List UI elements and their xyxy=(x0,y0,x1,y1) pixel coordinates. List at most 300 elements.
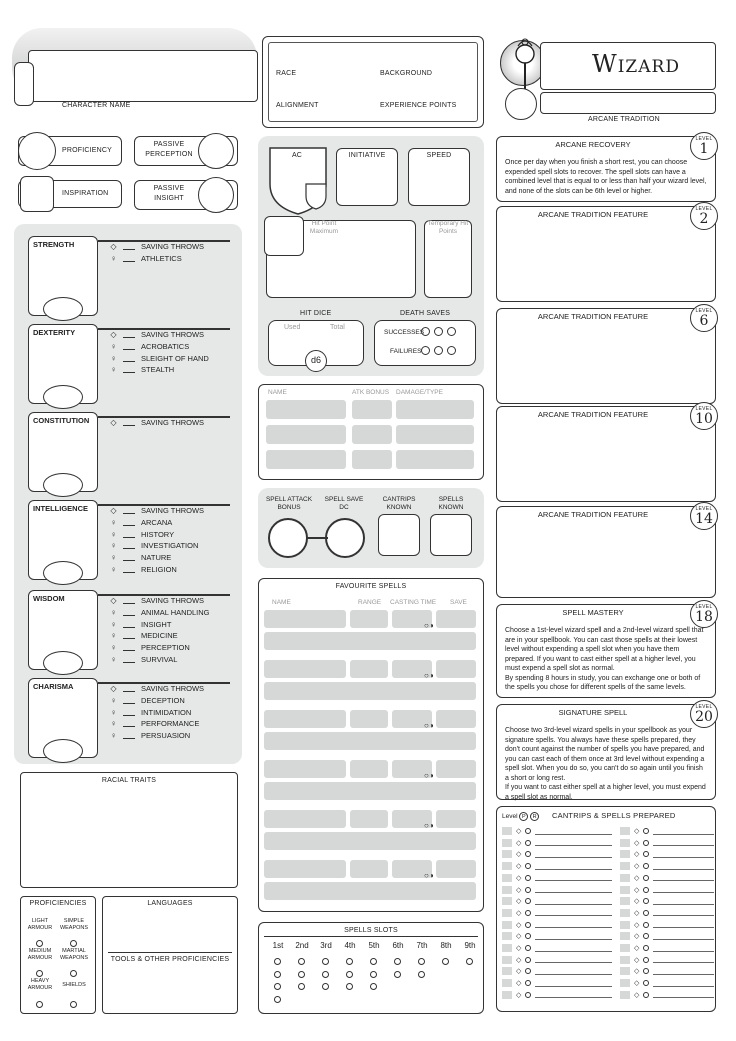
prepared-level-cell[interactable] xyxy=(620,850,630,858)
background-field[interactable] xyxy=(378,60,474,69)
skill-proficiency-icon[interactable]: ♀ xyxy=(110,565,117,574)
prepared-spell-name-field[interactable] xyxy=(653,991,714,998)
spell-slot-checkbox[interactable] xyxy=(322,971,329,978)
attack-cell[interactable] xyxy=(266,450,346,469)
spell-slot-checkbox[interactable] xyxy=(466,958,473,965)
prepared-spell-name-field[interactable] xyxy=(535,886,612,893)
skill-row[interactable] xyxy=(108,552,171,563)
prepared-diamond-icon[interactable]: ◇ xyxy=(634,863,640,871)
skill-proficiency-icon[interactable]: ♀ xyxy=(110,353,117,363)
attack-cell[interactable] xyxy=(352,400,392,419)
prepared-spell-name-field[interactable] xyxy=(653,828,714,835)
prepared-spell-name-field[interactable] xyxy=(535,839,612,846)
favourite-spell-cell[interactable] xyxy=(350,760,388,778)
skill-row[interactable] xyxy=(108,517,172,528)
prepared-level-cell[interactable] xyxy=(620,944,630,952)
class-feature-box[interactable] xyxy=(496,406,716,502)
concentration-ritual-icon[interactable]: ○◑ xyxy=(424,821,434,830)
prepared-level-cell[interactable] xyxy=(620,827,630,835)
ability-score-box[interactable] xyxy=(28,412,98,492)
prepared-spell-name-field[interactable] xyxy=(535,898,612,905)
spell-slot-checkbox[interactable] xyxy=(442,958,449,965)
attack-cell[interactable] xyxy=(396,400,474,419)
prepared-spell-row[interactable] xyxy=(620,920,714,930)
prepared-level-cell[interactable] xyxy=(620,967,630,975)
skill-bonus-field[interactable] xyxy=(123,255,135,262)
prepared-spell-name-field[interactable] xyxy=(653,980,714,987)
prepared-spell-name-field[interactable] xyxy=(535,968,612,975)
skill-bonus-field[interactable] xyxy=(123,609,135,616)
prepared-circle-checkbox[interactable] xyxy=(643,887,649,893)
saving-throw-row[interactable] xyxy=(108,417,204,428)
prepared-spell-name-field[interactable] xyxy=(653,886,714,893)
skill-row[interactable] xyxy=(108,654,177,665)
prepared-circle-checkbox[interactable] xyxy=(643,828,649,834)
prepared-spell-row[interactable] xyxy=(502,943,612,953)
saving-throw-diamond-icon[interactable]: ◇ xyxy=(110,596,117,605)
shields-checkbox[interactable] xyxy=(70,995,77,1013)
prepared-level-cell[interactable] xyxy=(620,921,630,929)
prepared-level-cell[interactable] xyxy=(502,839,512,847)
prepared-spell-row[interactable] xyxy=(620,873,714,883)
favourite-spell-cell[interactable] xyxy=(436,760,476,778)
prepared-spell-name-field[interactable] xyxy=(535,828,612,835)
skill-proficiency-icon[interactable]: ♀ xyxy=(110,517,117,527)
skill-bonus-field[interactable] xyxy=(123,519,135,526)
prepared-diamond-icon[interactable]: ◇ xyxy=(516,909,522,917)
prepared-spell-name-field[interactable] xyxy=(535,863,612,870)
skill-bonus-field[interactable] xyxy=(123,366,135,373)
prepared-spell-name-field[interactable] xyxy=(653,909,714,916)
spell-slot-checkbox[interactable] xyxy=(274,958,281,965)
skill-row[interactable] xyxy=(108,730,190,741)
favourite-spell-cell[interactable] xyxy=(264,810,346,828)
skill-row[interactable] xyxy=(108,353,209,364)
prepared-diamond-icon[interactable]: ◇ xyxy=(634,886,640,894)
prepared-spell-name-field[interactable] xyxy=(653,921,714,928)
spell-slot-checkbox[interactable] xyxy=(274,971,281,978)
skill-proficiency-icon[interactable]: ♀ xyxy=(110,365,117,375)
prepared-spell-row[interactable] xyxy=(502,873,612,883)
skill-proficiency-icon[interactable]: ♀ xyxy=(110,341,117,351)
skill-row[interactable] xyxy=(108,695,185,706)
race-field[interactable] xyxy=(274,60,374,69)
favourite-spell-cell[interactable] xyxy=(436,610,476,628)
class-feature-box[interactable] xyxy=(496,308,716,404)
concentration-ritual-icon[interactable]: ○◑ xyxy=(424,871,434,880)
prepared-circle-checkbox[interactable] xyxy=(643,945,649,951)
saving-throw-row[interactable] xyxy=(108,683,204,694)
proficiency-circle[interactable] xyxy=(18,132,56,170)
concentration-ritual-icon[interactable]: ○◑ xyxy=(424,721,434,730)
prepared-diamond-icon[interactable]: ◇ xyxy=(516,968,522,976)
prepared-circle-checkbox[interactable] xyxy=(525,898,531,904)
skill-proficiency-icon[interactable]: ♀ xyxy=(110,731,117,741)
heavy-armour-checkbox[interactable] xyxy=(36,995,43,1013)
ability-score-box[interactable] xyxy=(28,590,98,670)
hp-current-square[interactable] xyxy=(264,216,304,256)
prepared-spell-name-field[interactable] xyxy=(535,980,612,987)
prepared-level-cell[interactable] xyxy=(502,956,512,964)
prepared-level-cell[interactable] xyxy=(502,967,512,975)
prepared-spell-row[interactable] xyxy=(502,849,612,859)
prepared-diamond-icon[interactable]: ◇ xyxy=(634,991,640,999)
spells-known-box[interactable] xyxy=(430,514,472,556)
attack-cell[interactable] xyxy=(266,400,346,419)
skill-bonus-field[interactable] xyxy=(123,243,135,250)
favourite-spell-description[interactable] xyxy=(264,682,476,700)
spell-attack-circle[interactable] xyxy=(268,518,308,558)
prepared-diamond-icon[interactable]: ◇ xyxy=(516,956,522,964)
prepared-diamond-icon[interactable]: ◇ xyxy=(516,980,522,988)
skill-row[interactable] xyxy=(108,718,199,729)
arcane-tradition-field[interactable] xyxy=(540,92,716,114)
prepared-spell-name-field[interactable] xyxy=(535,956,612,963)
skill-bonus-field[interactable] xyxy=(123,632,135,639)
prepared-spell-name-field[interactable] xyxy=(535,991,612,998)
prepared-circle-checkbox[interactable] xyxy=(643,922,649,928)
spell-slot-checkbox[interactable] xyxy=(418,971,425,978)
prepared-spell-name-field[interactable] xyxy=(653,874,714,881)
prepared-spell-row[interactable] xyxy=(620,955,714,965)
prepared-spell-row[interactable] xyxy=(502,838,612,848)
skill-bonus-field[interactable] xyxy=(123,732,135,739)
favourite-spell-cell[interactable] xyxy=(264,610,346,628)
prepared-circle-checkbox[interactable] xyxy=(525,945,531,951)
favourite-spell-description[interactable] xyxy=(264,882,476,900)
prepared-level-cell[interactable] xyxy=(502,850,512,858)
prepared-diamond-icon[interactable]: ◇ xyxy=(634,933,640,941)
prepared-spell-row[interactable] xyxy=(502,990,612,1000)
languages-box[interactable] xyxy=(102,896,238,1014)
character-name-scroll[interactable] xyxy=(28,50,258,102)
attack-cell[interactable] xyxy=(396,450,474,469)
favourite-spell-cell[interactable] xyxy=(436,860,476,878)
prepared-level-cell[interactable] xyxy=(502,909,512,917)
prepared-circle-checkbox[interactable] xyxy=(525,980,531,986)
prepared-level-cell[interactable] xyxy=(502,991,512,999)
favourite-spell-cell[interactable] xyxy=(436,710,476,728)
prepared-diamond-icon[interactable]: ◇ xyxy=(516,991,522,999)
skill-bonus-field[interactable] xyxy=(123,697,135,704)
skill-row[interactable] xyxy=(108,253,182,264)
prepared-circle-checkbox[interactable] xyxy=(525,887,531,893)
prepared-spell-row[interactable] xyxy=(620,990,714,1000)
skill-bonus-field[interactable] xyxy=(123,343,135,350)
skill-row[interactable] xyxy=(108,642,190,653)
skill-bonus-field[interactable] xyxy=(123,656,135,663)
spell-slot-checkbox[interactable] xyxy=(298,983,305,990)
spell-slot-checkbox[interactable] xyxy=(274,983,281,990)
skill-proficiency-icon[interactable]: ♀ xyxy=(110,541,117,551)
prepared-level-cell[interactable] xyxy=(502,979,512,987)
prepared-circle-checkbox[interactable] xyxy=(525,922,531,928)
spell-slot-checkbox[interactable] xyxy=(394,958,401,965)
spell-slot-checkbox[interactable] xyxy=(298,971,305,978)
prepared-spell-row[interactable] xyxy=(620,885,714,895)
spell-slot-checkbox[interactable] xyxy=(418,958,425,965)
attack-cell[interactable] xyxy=(352,450,392,469)
ability-modifier-oval[interactable] xyxy=(43,297,83,321)
prepared-spell-row[interactable] xyxy=(502,920,612,930)
prepared-diamond-icon[interactable]: ◇ xyxy=(516,874,522,882)
ability-modifier-oval[interactable] xyxy=(43,651,83,675)
prepared-level-cell[interactable] xyxy=(502,897,512,905)
skill-row[interactable] xyxy=(108,630,178,641)
spell-slot-checkbox[interactable] xyxy=(370,971,377,978)
prepared-diamond-icon[interactable]: ◇ xyxy=(634,828,640,835)
skill-proficiency-icon[interactable]: ♀ xyxy=(110,695,117,705)
favourite-spell-description[interactable] xyxy=(264,782,476,800)
class-feature-box[interactable] xyxy=(496,206,716,302)
favourite-spell-cell[interactable] xyxy=(436,660,476,678)
prepared-level-cell[interactable] xyxy=(620,979,630,987)
spell-slot-checkbox[interactable] xyxy=(370,983,377,990)
prepared-spell-name-field[interactable] xyxy=(653,851,714,858)
skill-bonus-field[interactable] xyxy=(123,720,135,727)
favourite-spell-description[interactable] xyxy=(264,632,476,650)
prepared-circle-checkbox[interactable] xyxy=(525,992,531,998)
prepared-level-cell[interactable] xyxy=(620,932,630,940)
prepared-circle-checkbox[interactable] xyxy=(643,863,649,869)
prepared-level-cell[interactable] xyxy=(620,956,630,964)
prepared-diamond-icon[interactable]: ◇ xyxy=(634,898,640,906)
spell-slot-checkbox[interactable] xyxy=(322,958,329,965)
prepared-spell-row[interactable] xyxy=(620,826,714,836)
skill-bonus-field[interactable] xyxy=(123,507,135,514)
ability-score-box[interactable] xyxy=(28,324,98,404)
spell-slot-checkbox[interactable] xyxy=(346,983,353,990)
prepared-spell-row[interactable] xyxy=(502,908,612,918)
prepared-diamond-icon[interactable]: ◇ xyxy=(634,945,640,952)
skill-bonus-field[interactable] xyxy=(123,597,135,604)
prepared-diamond-icon[interactable]: ◇ xyxy=(516,863,522,871)
saving-throw-diamond-icon[interactable]: ◇ xyxy=(110,330,117,339)
prepared-diamond-icon[interactable]: ◇ xyxy=(634,980,640,988)
prepared-spell-name-field[interactable] xyxy=(653,945,714,952)
saving-throw-row[interactable] xyxy=(108,241,204,252)
ability-modifier-oval[interactable] xyxy=(43,385,83,409)
prepared-spell-name-field[interactable] xyxy=(535,933,612,940)
class-feature-box[interactable] xyxy=(496,506,716,598)
favourite-spell-cell[interactable] xyxy=(264,760,346,778)
prepared-circle-checkbox[interactable] xyxy=(525,851,531,857)
favourite-spell-description[interactable] xyxy=(264,832,476,850)
spell-slot-checkbox[interactable] xyxy=(370,958,377,965)
ability-score-box[interactable] xyxy=(28,236,98,316)
prepared-spell-row[interactable] xyxy=(502,885,612,895)
prepared-spell-name-field[interactable] xyxy=(535,851,612,858)
prepared-diamond-icon[interactable]: ◇ xyxy=(516,851,522,859)
skill-proficiency-icon[interactable]: ♀ xyxy=(110,619,117,629)
attack-cell[interactable] xyxy=(352,425,392,444)
skill-bonus-field[interactable] xyxy=(123,621,135,628)
concentration-ritual-icon[interactable]: ○◑ xyxy=(424,771,434,780)
favourite-spell-cell[interactable] xyxy=(350,610,388,628)
prepared-spell-name-field[interactable] xyxy=(535,874,612,881)
prepared-spell-name-field[interactable] xyxy=(653,863,714,870)
prepared-circle-checkbox[interactable] xyxy=(525,933,531,939)
prepared-circle-checkbox[interactable] xyxy=(643,875,649,881)
skill-proficiency-icon[interactable]: ♀ xyxy=(110,643,117,653)
prepared-level-cell[interactable] xyxy=(502,827,512,835)
prepared-circle-checkbox[interactable] xyxy=(525,840,531,846)
prepared-diamond-icon[interactable]: ◇ xyxy=(634,874,640,882)
skill-bonus-field[interactable] xyxy=(123,542,135,549)
racial-traits-box[interactable] xyxy=(20,772,238,888)
prepared-diamond-icon[interactable]: ◇ xyxy=(634,921,640,929)
saving-throw-row[interactable] xyxy=(108,329,204,340)
alignment-field[interactable] xyxy=(274,90,374,99)
skill-proficiency-icon[interactable]: ♀ xyxy=(110,707,117,717)
prepared-diamond-icon[interactable]: ◇ xyxy=(634,968,640,976)
ability-modifier-oval[interactable] xyxy=(43,473,83,497)
attack-cell[interactable] xyxy=(266,425,346,444)
skill-row[interactable] xyxy=(108,707,191,718)
experience-points-field[interactable] xyxy=(378,90,474,99)
skill-row[interactable] xyxy=(108,529,174,540)
favourite-spell-cell[interactable] xyxy=(264,860,346,878)
prepared-diamond-icon[interactable]: ◇ xyxy=(634,956,640,964)
prepared-spell-row[interactable] xyxy=(502,931,612,941)
prepared-level-cell[interactable] xyxy=(620,839,630,847)
prepared-spell-name-field[interactable] xyxy=(535,921,612,928)
prepared-level-cell[interactable] xyxy=(620,862,630,870)
prepared-circle-checkbox[interactable] xyxy=(643,933,649,939)
prepared-spell-name-field[interactable] xyxy=(535,909,612,916)
prepared-spell-row[interactable] xyxy=(620,849,714,859)
skill-row[interactable] xyxy=(108,619,171,630)
skill-proficiency-icon[interactable]: ♀ xyxy=(110,655,117,664)
prepared-circle-checkbox[interactable] xyxy=(643,957,649,963)
spell-slot-checkbox[interactable] xyxy=(322,983,329,990)
spell-slot-checkbox[interactable] xyxy=(346,958,353,965)
prepared-level-cell[interactable] xyxy=(502,862,512,870)
spell-save-dc-circle[interactable] xyxy=(325,518,365,558)
prepared-circle-checkbox[interactable] xyxy=(525,910,531,916)
prepared-spell-row[interactable] xyxy=(620,861,714,871)
favourite-spell-cell[interactable] xyxy=(350,860,388,878)
ability-modifier-oval[interactable] xyxy=(43,739,83,763)
skill-proficiency-icon[interactable]: ♀ xyxy=(110,719,117,729)
prepared-circle-checkbox[interactable] xyxy=(643,968,649,974)
saving-throw-diamond-icon[interactable]: ◇ xyxy=(110,242,117,251)
prepared-spell-name-field[interactable] xyxy=(653,839,714,846)
prepared-level-cell[interactable] xyxy=(502,921,512,929)
prepared-diamond-icon[interactable]: ◇ xyxy=(634,909,640,917)
prepared-circle-checkbox[interactable] xyxy=(525,875,531,881)
skill-bonus-field[interactable] xyxy=(123,355,135,362)
ability-score-box[interactable] xyxy=(28,678,98,758)
favourite-spell-description[interactable] xyxy=(264,732,476,750)
prepared-diamond-icon[interactable]: ◇ xyxy=(634,839,640,847)
prepared-level-cell[interactable] xyxy=(620,897,630,905)
inspiration-square[interactable] xyxy=(20,176,54,212)
favourite-spell-cell[interactable] xyxy=(350,660,388,678)
ability-score-box[interactable] xyxy=(28,500,98,580)
concentration-ritual-icon[interactable]: ○◑ xyxy=(424,621,434,630)
spell-slot-checkbox[interactable] xyxy=(346,971,353,978)
prepared-diamond-icon[interactable]: ◇ xyxy=(634,851,640,859)
skill-row[interactable] xyxy=(108,607,210,618)
prepared-diamond-icon[interactable]: ◇ xyxy=(516,945,522,952)
favourite-spell-cell[interactable] xyxy=(350,710,388,728)
attack-cell[interactable] xyxy=(396,425,474,444)
skill-proficiency-icon[interactable]: ♀ xyxy=(110,631,117,641)
death-success-checks[interactable] xyxy=(421,327,456,336)
prepared-spell-name-field[interactable] xyxy=(653,933,714,940)
passive-perception-circle[interactable] xyxy=(198,133,234,169)
skill-proficiency-icon[interactable]: ♀ xyxy=(110,607,117,617)
prepared-diamond-icon[interactable]: ◇ xyxy=(516,839,522,847)
saving-throw-row[interactable] xyxy=(108,505,204,516)
skill-row[interactable] xyxy=(108,341,189,352)
prepared-level-cell[interactable] xyxy=(620,886,630,894)
spell-slot-checkbox[interactable] xyxy=(394,971,401,978)
prepared-spell-name-field[interactable] xyxy=(535,945,612,952)
spell-slot-checkbox[interactable] xyxy=(274,996,281,1003)
prepared-circle-checkbox[interactable] xyxy=(643,898,649,904)
skill-bonus-field[interactable] xyxy=(123,709,135,716)
skill-bonus-field[interactable] xyxy=(123,531,135,538)
prepared-diamond-icon[interactable]: ◇ xyxy=(516,828,522,835)
prepared-spell-row[interactable] xyxy=(620,978,714,988)
prepared-spell-row[interactable] xyxy=(620,966,714,976)
prepared-spell-name-field[interactable] xyxy=(653,968,714,975)
skill-proficiency-icon[interactable]: ♀ xyxy=(110,253,117,263)
concentration-ritual-icon[interactable]: ○◑ xyxy=(424,671,434,680)
prepared-spell-row[interactable] xyxy=(502,966,612,976)
prepared-level-cell[interactable] xyxy=(502,944,512,952)
skill-bonus-field[interactable] xyxy=(123,566,135,573)
prepared-circle-checkbox[interactable] xyxy=(643,992,649,998)
saving-throw-diamond-icon[interactable]: ◇ xyxy=(110,684,117,693)
prepared-diamond-icon[interactable]: ◇ xyxy=(516,933,522,941)
prepared-diamond-icon[interactable]: ◇ xyxy=(516,921,522,929)
prepared-circle-checkbox[interactable] xyxy=(525,968,531,974)
passive-insight-circle[interactable] xyxy=(198,177,234,213)
martial-weapons-checkbox[interactable] xyxy=(70,964,77,982)
favourite-spell-cell[interactable] xyxy=(436,810,476,828)
spell-slot-checkbox[interactable] xyxy=(298,958,305,965)
prepared-level-cell[interactable] xyxy=(620,874,630,882)
prepared-circle-checkbox[interactable] xyxy=(643,910,649,916)
skill-row[interactable] xyxy=(108,364,174,375)
prepared-spell-name-field[interactable] xyxy=(653,898,714,905)
skill-bonus-field[interactable] xyxy=(123,554,135,561)
skill-bonus-field[interactable] xyxy=(123,644,135,651)
saving-throw-row[interactable] xyxy=(108,595,204,606)
prepared-level-cell[interactable] xyxy=(620,991,630,999)
skill-bonus-field[interactable] xyxy=(123,685,135,692)
prepared-spell-name-field[interactable] xyxy=(653,956,714,963)
skill-row[interactable] xyxy=(108,540,198,551)
skill-proficiency-icon[interactable]: ♀ xyxy=(110,529,117,539)
prepared-level-cell[interactable] xyxy=(502,932,512,940)
saving-throw-diamond-icon[interactable]: ◇ xyxy=(110,506,117,515)
prepared-spell-row[interactable] xyxy=(620,908,714,918)
prepared-circle-checkbox[interactable] xyxy=(525,828,531,834)
prepared-circle-checkbox[interactable] xyxy=(643,840,649,846)
skill-row[interactable] xyxy=(108,564,177,575)
prepared-diamond-icon[interactable]: ◇ xyxy=(516,886,522,894)
skill-bonus-field[interactable] xyxy=(123,419,135,426)
prepared-spell-row[interactable] xyxy=(620,838,714,848)
prepared-spell-row[interactable] xyxy=(620,931,714,941)
death-failure-checks[interactable] xyxy=(421,346,456,355)
prepared-level-cell[interactable] xyxy=(502,886,512,894)
skill-bonus-field[interactable] xyxy=(123,331,135,338)
